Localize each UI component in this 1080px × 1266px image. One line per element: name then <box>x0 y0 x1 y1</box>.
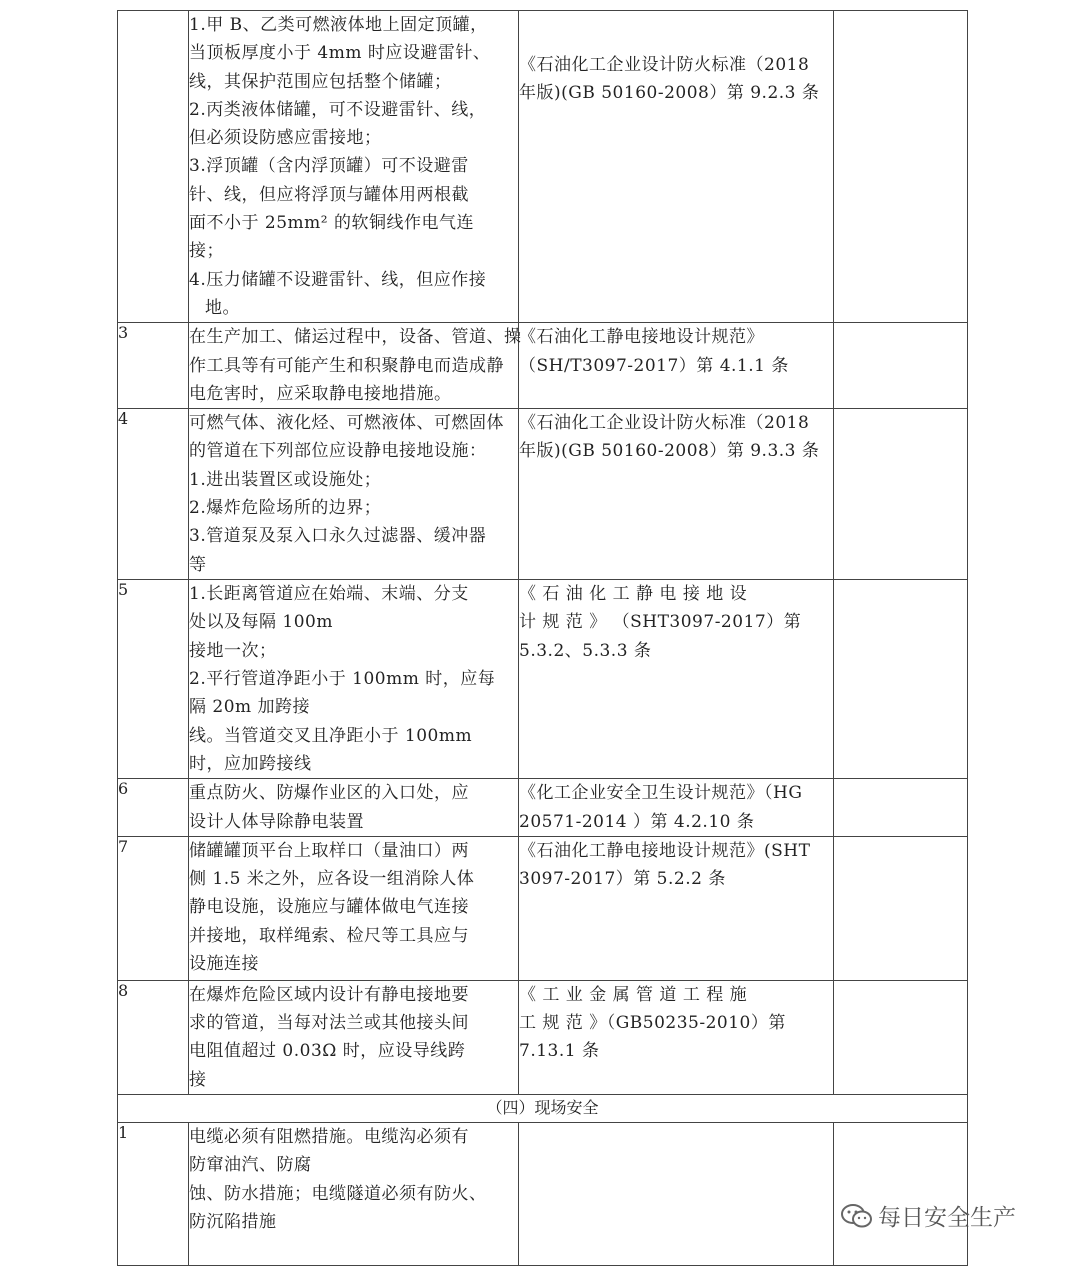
watermark-text: 每日安全生产 <box>878 1205 1016 1231</box>
notes-cell <box>834 409 968 580</box>
row-number: 3 <box>118 323 189 409</box>
requirement-line: 1.进出装置区或设施处； <box>189 469 382 490</box>
requirement-line: 2.爆炸危险场所的边界； <box>189 498 382 519</box>
table-row <box>118 836 968 980</box>
reference-line: 《石油化工静电接地设计规范》(SHT <box>519 840 811 861</box>
requirement-line: 1.长距离管道应在始端、末端、分支 <box>189 584 469 605</box>
section-title: （四）现场安全 <box>118 1095 968 1123</box>
reference-line: 计 规 范 》 （SHT3097-2017）第 <box>519 612 802 633</box>
reference-cell <box>519 11 834 323</box>
reference-line: 《化工企业安全卫生设计规范》（HG <box>519 783 803 804</box>
requirement-line: 在生产加工、储运过程中，设备、管道、操 <box>189 327 522 348</box>
requirement-line: 求的管道，当每对法兰或其他接头间 <box>189 1013 469 1034</box>
reference-line: 3097-2017）第 5.2.2 条 <box>519 869 726 890</box>
requirement-line: 设计人体导除静电装置 <box>189 811 364 832</box>
requirement-line: 4.压力储罐不设避雷针、线，但应作接 <box>189 269 487 290</box>
requirement-line: 蚀、防水措施；电缆隧道必须有防火、 <box>189 1183 487 1204</box>
table-row <box>118 980 968 1094</box>
requirement-line: 接地一次； <box>189 640 277 661</box>
reference-line: 《石油化工企业设计防火标准（2018 <box>519 55 810 75</box>
reference-cell <box>519 580 834 779</box>
watermark <box>840 1199 1016 1232</box>
table-row <box>118 779 968 837</box>
requirement-cell <box>189 11 519 323</box>
requirement-line: 重点防火、防爆作业区的入口处，应 <box>189 783 469 804</box>
requirement-line: 可燃气体、液化烃、可燃液体、可燃固体 <box>189 413 504 434</box>
reference-cell <box>519 779 834 837</box>
row-number <box>118 11 189 323</box>
requirement-line: 接 <box>189 1069 207 1090</box>
reference-cell <box>519 1123 834 1266</box>
reference-cell <box>519 323 834 409</box>
requirement-line: 电缆必须有阻燃措施。电缆沟必须有 <box>189 1127 469 1148</box>
notes-cell <box>834 323 968 409</box>
row-number: 6 <box>118 779 189 837</box>
reference-cell <box>519 409 834 580</box>
reference-cell <box>519 836 834 980</box>
requirement-line: 等 <box>189 554 207 575</box>
reference-line: 《 工 业 金 属 管 道 工 程 施 <box>519 984 748 1005</box>
table-row <box>118 11 968 323</box>
reference-line: （SH/T3097-2017）第 4.1.1 条 <box>519 355 789 376</box>
section-header-row <box>118 1095 968 1123</box>
notes-cell <box>834 11 968 323</box>
reference-line: 《石油化工静电接地设计规范》 <box>519 327 764 348</box>
table-row <box>118 323 968 409</box>
requirement-line: 处以及每隔 100m <box>189 612 333 633</box>
reference-line: 工 规 范 》（GB50235-2010）第 <box>519 1013 786 1034</box>
reference-line: 《石油化工企业设计防火标准（2018 <box>519 413 810 434</box>
requirement-line: 地。 <box>205 297 240 318</box>
requirement-line: 设施连接 <box>189 954 259 975</box>
notes-cell <box>834 1123 968 1266</box>
table-row <box>118 1123 968 1266</box>
requirement-line: 并接地，取样绳索、检尺等工具应与 <box>189 925 469 946</box>
requirement-line: 的管道在下列部位应设静电接地设施： <box>189 441 487 462</box>
wechat-icon <box>840 1203 874 1229</box>
requirement-line: 静电设施，设施应与罐体做电气连接 <box>189 897 469 918</box>
requirement-line: 防沉陷措施 <box>189 1211 277 1232</box>
reference-line: 7.13.1 条 <box>519 1041 600 1062</box>
requirement-cell <box>189 980 519 1094</box>
requirement-line: 线。当管道交叉且净距小于 100mm <box>189 725 473 746</box>
row-number: 5 <box>118 580 189 779</box>
notes-cell <box>834 980 968 1094</box>
requirement-line: 2.丙类液体储罐，可不设避雷针、线， <box>189 99 487 120</box>
requirement-line: 2.平行管道净距小于 100mm 时，应每 <box>189 669 496 690</box>
row-number: 7 <box>118 836 189 980</box>
requirement-cell <box>189 580 519 779</box>
requirement-cell <box>189 779 519 837</box>
requirement-line: 作工具等有可能产生和积聚静电而造成静 <box>189 355 504 376</box>
requirement-line: 电危害时，应采取静电接地措施。 <box>189 383 452 404</box>
reference-line: 年版)(GB 50160-2008）第 9.2.3 条 <box>519 83 820 104</box>
requirement-cell <box>189 1123 519 1266</box>
requirement-line: 时，应加跨接线 <box>189 753 312 774</box>
notes-cell <box>834 779 968 837</box>
requirement-cell <box>189 836 519 980</box>
row-number: 1 <box>118 1123 189 1266</box>
requirement-line: 电阻值超过 0.03Ω 时，应设导线跨 <box>189 1041 466 1062</box>
requirement-line: 针、线，但应将浮顶与罐体用两根截 <box>189 184 469 205</box>
reference-line: 《 石 油 化 工 静 电 接 地 设 <box>519 584 748 605</box>
row-number: 8 <box>118 980 189 1094</box>
reference-line: 20571-2014 ）第 4.2.10 条 <box>519 811 755 832</box>
requirement-cell <box>189 323 522 409</box>
table-row <box>118 580 968 779</box>
requirement-line: 隔 20m 加跨接 <box>189 697 311 718</box>
reference-line: 5.3.2、5.3.3 条 <box>519 640 652 661</box>
reference-line: 年版)(GB 50160-2008）第 9.3.3 条 <box>519 441 820 462</box>
notes-cell <box>834 580 968 779</box>
table-row <box>118 409 968 580</box>
requirement-line: 线，其保护范围应包括整个储罐； <box>189 71 452 92</box>
row-number: 4 <box>118 409 189 580</box>
requirement-line: 在爆炸危险区域内设计有静电接地要 <box>189 984 469 1005</box>
requirement-line: 但必须设防感应雷接地； <box>189 128 382 149</box>
requirement-line: 3.管道泵及泵入口永久过滤器、缓冲器 <box>189 526 487 547</box>
requirement-cell <box>189 409 519 580</box>
requirement-line: 3.浮顶罐（含内浮顶罐）可不设避雷 <box>189 156 469 177</box>
requirement-line: 面不小于 25mm² 的软铜线作电气连 <box>189 213 474 234</box>
standards-table <box>117 10 968 1266</box>
requirement-line: 储罐罐顶平台上取样口（量油口）两 <box>189 840 469 861</box>
requirement-line: 1.甲 B、乙类可燃液体地上固定顶罐， <box>189 15 488 35</box>
requirement-line: 当顶板厚度小于 4mm 时应设避雷针、 <box>189 43 491 64</box>
requirement-line: 侧 1.5 米之外，应各设一组消除人体 <box>189 869 475 890</box>
requirement-line: 防窜油汽、防腐 <box>189 1155 312 1176</box>
reference-cell <box>519 980 834 1094</box>
requirement-line: 接； <box>189 241 224 262</box>
notes-cell <box>834 836 968 980</box>
